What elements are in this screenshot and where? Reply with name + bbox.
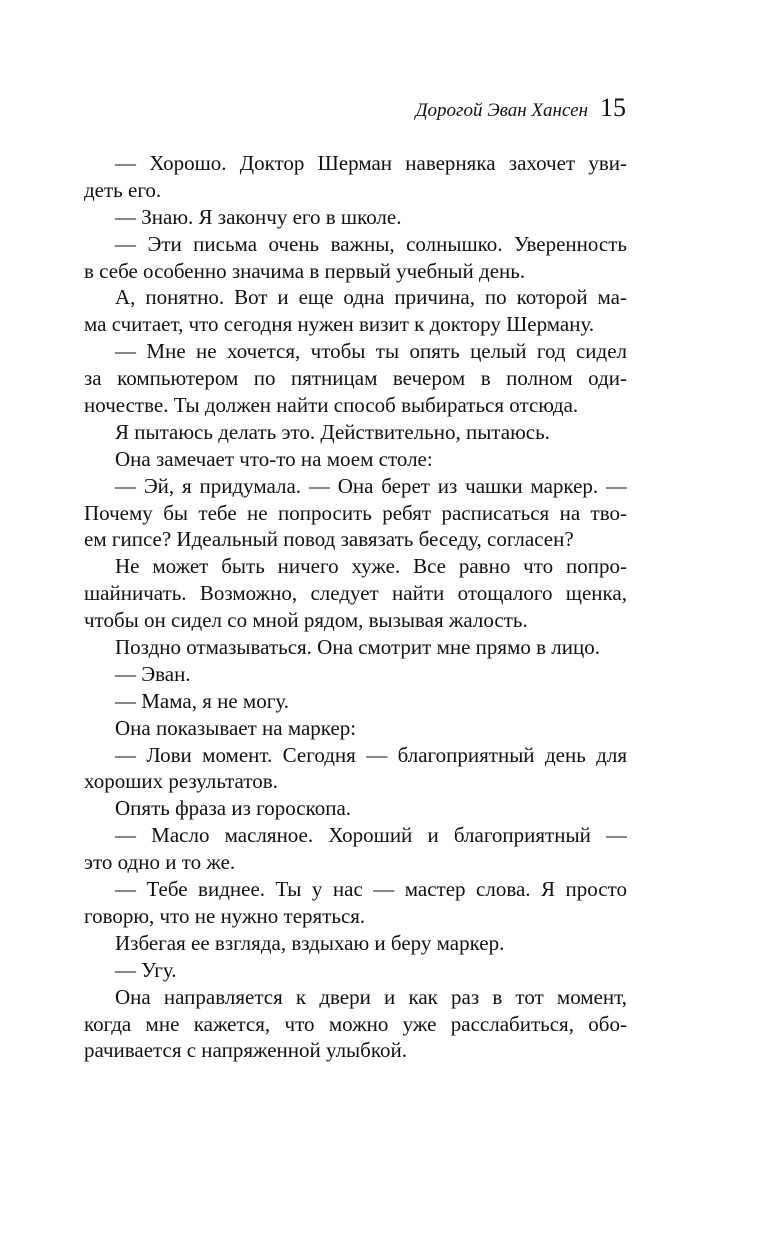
text-line: Она показывает на маркер: [115,715,357,740]
text-line: Поздно отмазываться. Она смотрит мне прямо в лицо. [115,635,600,660]
text-line: ма считает, что сегодня нужен визит к доктору Шерману. [84,312,595,337]
text-line: Почему бы тебе не попросить ребят расписаться на тво- [84,500,627,525]
body-text [84,150,627,1064]
text-line: ем гипсе? Идеальный повод завязать беседу, согласен? [84,527,574,552]
text-line: за компьютером по пятницам вечером в полном оди- [84,366,627,391]
text-line: Опять фраза из гороскопа. [115,796,352,821]
text-line: — Эй, я придумала. — Она берет из чашки маркер. — [115,473,627,498]
text-line: — Знаю. Я закончу его в школе. [115,204,402,229]
text-line: — Хорошо. Доктор Шерман наверняка захочет уви- [115,151,627,175]
text-line: — Эван. [115,661,191,686]
text-line: Она направляется к двери и как раз в тот момент, [115,984,627,1009]
text-line: А, понятно. Вот и еще одна причина, по которой ма- [115,285,627,310]
text-line: чтобы он сидел со мной рядом, вызывая жалость. [84,608,528,633]
text-line: Избегая ее взгляда, вздыхаю и беру маркер. [115,930,505,955]
text-line: в себе особенно значима в первый учебный день. [84,258,526,283]
running-head [415,93,626,123]
text-line: хороших результатов. [84,769,278,794]
text-line: Я пытаюсь делать это. Действительно, пытаюсь. [115,419,550,444]
text-line: когда мне кажется, что можно уже расслабиться, обо- [84,1011,627,1036]
text-line: шайничать. Возможно, следует найти отощалого щенка, [84,581,627,606]
text-line: — Мама, я не могу. [115,688,289,713]
text-line: — Эти письма очень важны, солнышко. Уверенность [115,231,627,256]
running-title: Дорогой Эван Хансен [415,100,588,121]
page-number: 15 [600,93,626,122]
text-line: — Масло масляное. Хороший и благоприятный — [115,823,627,848]
text-line: Не может быть ничего хуже. Все равно что попро- [115,554,627,579]
text-line: — Тебе виднее. Ты у нас — мастер слова. Я просто [115,877,627,902]
text-line: рачивается с напряженной улыбкой. [84,1038,407,1063]
text-line: — Угу. [115,957,177,982]
text-line: — Лови момент. Сегодня — благоприятный день для [115,742,627,767]
text-line: Она замечает что-то на моем столе: [115,446,433,471]
text-line: ночестве. Ты должен найти способ выбираться отсюда. [84,393,579,418]
text-line: говорю, что не нужно теряться. [84,903,366,928]
text-line: это одно и то же. [84,850,236,875]
text-line: деть его. [84,177,162,202]
text-line: — Мне не хочется, чтобы ты опять целый год сидел [115,339,627,364]
